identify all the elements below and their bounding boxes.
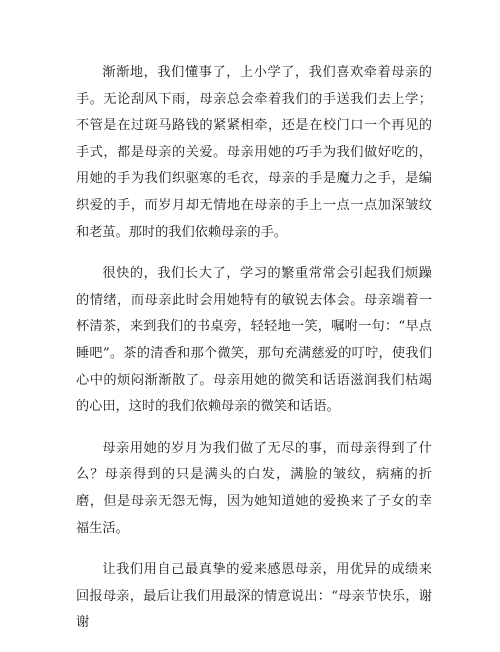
document-body — [76, 60, 432, 652]
paragraph-4: 让我们用自己最真挚的爱来感恩母亲，用优异的成绩来回报母亲，最后让我们用最深的情意说出：“母亲节快乐，谢谢 — [76, 562, 432, 631]
paragraph-1: 渐渐地，我们懂事了，上小学了，我们喜欢牵着母亲的手。无论刮风下雨，母亲总会牵着我们的手送我们去上学；不管是在过斑马路钱的紧紧相牵，还是在校门口一个再见的手式，都是母亲的关爱。母亲用她的巧手为我们做好吃的，用她的手为我们织驱寒的毛衣，母亲的手是魔力之手，是编织爱的手，而岁月却无情地在母亲的手上一点一点加深皱纹和老茧。那时的我们依赖母亲的手。 — [76, 65, 432, 240]
paragraph-3: 母亲用她的岁月为我们做了无尽的事，而母亲得到了什么？母亲得到的只是满头的白发，满脸的皱纹，病痛的折磨，但是母亲无怨无悔，因为她知道她的爱换来了子女的幸福生活。 — [76, 440, 432, 536]
paragraph-2: 很快的，我们长大了，学习的繁重常常会引起我们烦躁的情绪，而母亲此时会用她特有的敏锐去体会。母亲端着一杯清茶，来到我们的书桌旁，轻轻地一笑，嘱咐一句：“早点睡吧”。茶的清香和那个微笑，那句充满慈爱的叮咛，使我们心中的烦闷渐渐散了。母亲用她的微笑和话语滋润我们枯竭的心田，这时的我们依赖母亲的微笑和话语。 — [76, 266, 432, 415]
